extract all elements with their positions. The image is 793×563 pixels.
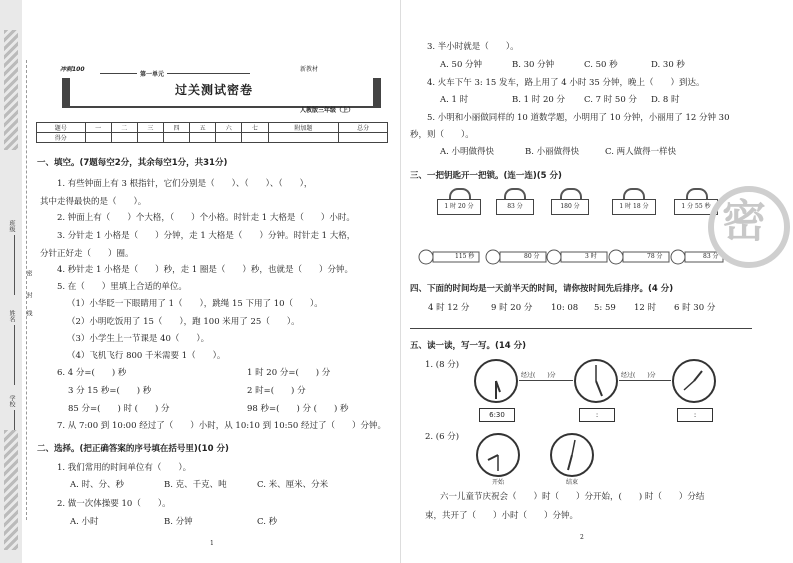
score-cell[interactable] — [111, 133, 137, 143]
start-label: 开始 — [492, 479, 505, 486]
lock-3[interactable]: 180 分 — [551, 199, 589, 215]
header-rule — [100, 73, 250, 74]
school-label: 学校 — [8, 395, 15, 407]
score-col-header: 附加题 — [268, 123, 339, 133]
question-1a: 1. 有些钟面上有 3 根指针，它们分别是（ ）、（ ）、（ ）， — [57, 179, 313, 189]
question-4: 4. 秒针走 1 小格是（ ）秒，走 1 圈是（ ）秒，也就是（ ）分钟。 — [57, 265, 353, 275]
score-cell[interactable] — [268, 133, 339, 143]
key-1[interactable]: 115 秒 — [455, 253, 475, 260]
question-5-1: （1）小华眨一下眼睛用了 1（ ），跳绳 15 下用了 10（ ）。 — [67, 299, 323, 309]
binding-line — [26, 60, 27, 520]
r-q4-option-b: B. 1 时 20 分 — [512, 95, 565, 105]
score-cell[interactable] — [190, 133, 216, 143]
page-number-right: 2 — [580, 534, 584, 541]
score-col-header: 总分 — [339, 123, 388, 133]
score-col-header: 四 — [163, 123, 189, 133]
s2-q2-option-b: B. 分钟 — [164, 517, 193, 527]
arrow-line — [619, 380, 671, 381]
score-col-header: 三 — [137, 123, 163, 133]
s5-question-1: 1. (8 分) — [425, 360, 460, 370]
header-bar-right — [373, 78, 381, 106]
margin-decor-bar — [4, 30, 18, 150]
r-q4-option-a: A. 1 时 — [440, 95, 469, 105]
question-6f: 98 秒=( ) 分 ( ) 秒 — [247, 404, 349, 414]
header-bar-left — [62, 78, 70, 106]
answer-line — [410, 328, 752, 329]
time-item: 5: 59 — [594, 303, 616, 313]
r-question-5a: 5. 小明和小丽做同样的 10 道数学题，小明用了 10 分钟，小丽用了 12 分钟 30 — [427, 113, 730, 123]
score-col-header: 题号 — [37, 123, 86, 133]
brand-logo: 冲刺100 — [60, 66, 85, 73]
s2-q1-option-c: C. 米、厘米、分米 — [257, 480, 329, 490]
time-box-1: 6:30 — [479, 408, 515, 422]
clock-face — [475, 432, 521, 478]
r-q3-option-a: A. 50 分钟 — [440, 60, 483, 70]
r-question-5b: 秒，则（ ）。 — [410, 130, 474, 140]
line-label: 线 — [25, 310, 32, 316]
question-6a: 6. 4 分=( ) 秒 — [57, 368, 127, 378]
question-3a: 3. 分针走 1 小格是（ ）分钟，走 1 大格是（ ）分钟。时针走 1 大格， — [57, 231, 356, 241]
question-5: 5. 在（ ）里填上合适的单位。 — [57, 282, 187, 292]
question-6e: 85 分=( ) 时 ( ) 分 — [68, 404, 170, 414]
name-field-line — [14, 235, 15, 295]
score-cell[interactable] — [339, 133, 388, 143]
time-box-2[interactable]: : — [579, 408, 615, 422]
section3-title: 三、一把钥匙开一把锁。(连一连)(5 分) — [410, 171, 562, 181]
score-table — [36, 122, 388, 143]
pass-label-1: 经过( )分 — [521, 372, 556, 379]
score-col-header: 一 — [85, 123, 111, 133]
section5-title: 五、读一读，写一写。(14 分) — [410, 341, 527, 351]
key-5[interactable]: 83 分 — [703, 253, 719, 260]
score-cell[interactable] — [85, 133, 111, 143]
s5-question-2: 2. (6 分) — [425, 432, 460, 442]
score-col-header: 二 — [111, 123, 137, 133]
end-label: 结束 — [566, 479, 579, 486]
class-label: 班级 — [8, 220, 15, 232]
r-q3-option-b: B. 30 分钟 — [512, 60, 555, 70]
seal2-label: 封 — [25, 292, 32, 298]
key-3[interactable]: 3 时 — [585, 253, 597, 260]
score-cell[interactable] — [163, 133, 189, 143]
score-cell[interactable] — [242, 133, 268, 143]
name-field-line — [14, 410, 15, 430]
time-item: 9 时 20 分 — [491, 303, 533, 313]
question-7: 7. 从 7:00 到 10:00 经过了（ ）小时，从 10:10 到 10:50 经过了（ ）分钟。 — [57, 421, 387, 431]
r-q5-option-c: C. 两人做得一样快 — [605, 147, 677, 157]
s5-q2-text-b: 束，共开了（ ）小时（ ）分钟。 — [425, 511, 579, 521]
s2-question-1: 1. 我们常用的时间单位有（ ）。 — [57, 463, 192, 473]
question-5-3: （3）小学生上一节课是 40（ ）。 — [67, 334, 210, 344]
lock-2[interactable]: 83 分 — [496, 199, 534, 215]
clock-face — [549, 432, 595, 478]
lock-5[interactable]: 1 分 55 秒 — [674, 199, 718, 215]
question-6d: 2 时=( ) 分 — [247, 386, 306, 396]
key-4[interactable]: 78 分 — [647, 253, 663, 260]
key-2[interactable]: 80 分 — [524, 253, 540, 260]
name-field-line — [14, 325, 15, 385]
r-q4-option-c: C. 7 时 50 分 — [584, 95, 637, 105]
s2-q2-option-a: A. 小时 — [70, 517, 99, 527]
lock-1[interactable]: 1 时 20 分 — [437, 199, 481, 215]
s2-q1-option-a: A. 时、分、秒 — [70, 480, 125, 490]
r-q3-option-d: D. 30 秒 — [651, 60, 685, 70]
question-2: 2. 钟面上有（ ）个大格，（ ）个小格。时针走 1 大格是（ ）小时。 — [57, 213, 355, 223]
margin-decor-bar — [4, 430, 18, 550]
section1-title: 一、填空。(7题每空2分，其余每空1分，共31分) — [37, 158, 228, 168]
r-q5-option-a: A. 小明做得快 — [440, 147, 495, 157]
section4-title: 四、下面的时间均是一天前半天的时间，请你按时间先后排序。(4 分) — [410, 284, 674, 294]
question-6b: 1 时 20 分=( ) 分 — [247, 368, 331, 378]
stamp-text: 密 — [722, 196, 766, 247]
page-gutter — [400, 0, 401, 563]
r-question-4: 4. 火车下午 3: 15 发车，路上用了 4 小时 35 分钟，晚上（ ）到达。 — [427, 78, 705, 88]
section2-title: 二、选择。(把正确答案的序号填在括号里)(10 分) — [37, 444, 229, 454]
time-item: 10: 08 — [551, 303, 579, 313]
s5-q2-text-a: 六一儿童节庆祝会（ ）时（ ）分开始，( ) 时（ ）分结 — [440, 492, 705, 502]
s2-question-2: 2. 做一次体操要 10（ ）。 — [57, 499, 171, 509]
score-col-header: 五 — [190, 123, 216, 133]
s2-q1-option-b: B. 克、千克、吨 — [164, 480, 227, 490]
time-item: 6 时 30 分 — [674, 303, 716, 313]
time-item: 12 时 — [634, 303, 657, 313]
time-box-3[interactable]: : — [677, 408, 713, 422]
question-5-2: （2）小明吃饭用了 15（ ），跑 100 米用了 25（ ）。 — [67, 317, 300, 327]
question-6c: 3 分 15 秒=( ) 秒 — [68, 386, 152, 396]
name-label: 姓名 — [8, 310, 15, 322]
clock-face — [473, 358, 519, 404]
new-material-label: 新教材 — [300, 66, 319, 73]
pass-label-2: 经过( )分 — [621, 372, 656, 379]
question-1b: 其中走得最快的是（ ）。 — [40, 197, 147, 207]
score-col-header: 七 — [242, 123, 268, 133]
clock-face — [573, 358, 619, 404]
r-q4-option-d: D. 8 时 — [651, 95, 680, 105]
r-question-3: 3. 半小时就是（ ）。 — [427, 42, 519, 52]
question-3b: 分针正好走（ ）圈。 — [40, 249, 134, 259]
score-cell[interactable] — [137, 133, 163, 143]
edition-label: 人教版三年级（上） — [300, 107, 355, 114]
score-row-label: 得分 — [37, 133, 86, 143]
question-5-4: （4）飞机飞行 800 千米需要 1（ ）。 — [67, 351, 226, 361]
unit-label: 第一单元 — [137, 72, 167, 78]
score-cell[interactable] — [216, 133, 242, 143]
page-title: 过关测试密卷 — [175, 83, 254, 97]
r-q5-option-b: B. 小丽做得快 — [525, 147, 580, 157]
clock-face — [671, 358, 717, 404]
time-item: 4 时 12 分 — [428, 303, 470, 313]
score-col-header: 六 — [216, 123, 242, 133]
arrow-line — [519, 380, 573, 381]
s2-q2-option-c: C. 秒 — [257, 517, 278, 527]
lock-4[interactable]: 1 时 18 分 — [612, 199, 656, 215]
seal-label: 密 — [25, 270, 32, 276]
page-number-left: 1 — [210, 540, 214, 547]
r-q3-option-c: C. 50 秒 — [584, 60, 618, 70]
